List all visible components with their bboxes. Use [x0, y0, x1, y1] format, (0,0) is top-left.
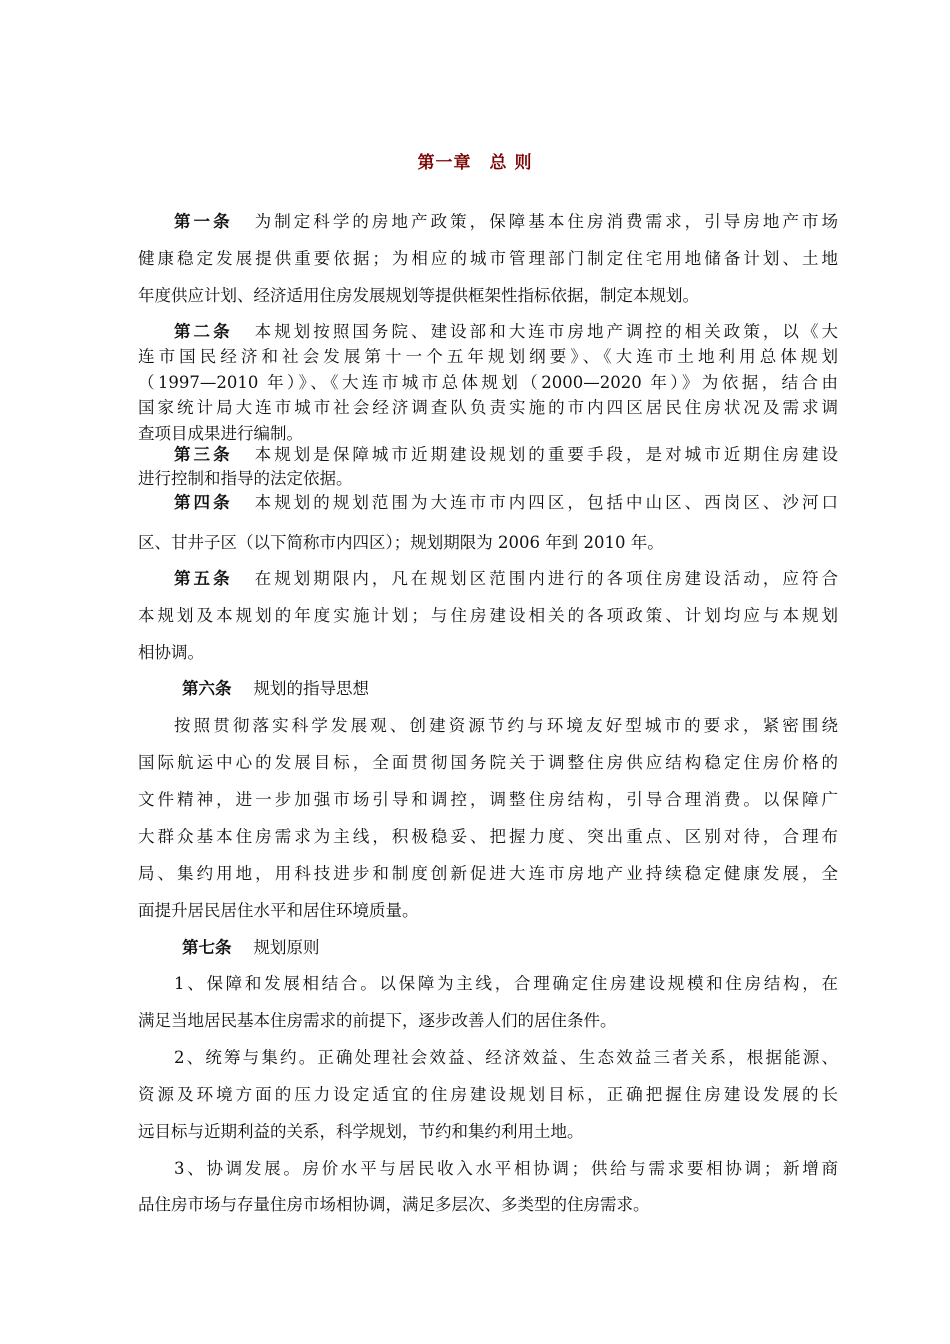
article-4-line-2: 区、甘井子区（以下简称市内四区）；规划期限为 2006 年到 2010 年。 [138, 533, 664, 552]
article-2-line-5: 查项目成果进行编制。 [138, 424, 303, 443]
article-7-item-3-line-1: 3、协调发展。房价水平与居民收入水平相协调；供给与需求要相协调；新增商 [174, 1159, 838, 1178]
article-7-item-1-line-1: 1、保障和发展相结合。以保障为主线，合理确定住房建设规模和住房结构，在 [174, 974, 838, 993]
article-7-title: 规划原则 [253, 938, 320, 957]
article-2-heading: 第二条 [174, 322, 233, 341]
article-6-line-6: 面提升居民居住水平和居住环境质量。 [138, 901, 419, 920]
article-6-line-4: 大群众基本住房需求为主线，积极稳妥、把握力度、突出重点、区别对待，合理布 [138, 827, 838, 846]
article-6-line-2: 国际航运中心的发展目标，全面贯彻国务院关于调整住房供应结构稳定住房价格的 [138, 753, 838, 772]
article-2-line-2: 连市国民经济和社会发展第十一个五年规划纲要》、《大连市土地利用总体规划 [138, 347, 838, 366]
article-7-item-3-line-2: 品住房市场与存量住房市场相协调，满足多层次、多类型的住房需求。 [138, 1195, 650, 1214]
article-4-line-1: 第四条 本规划的规划范围为大连市市内四区，包括中山区、西岗区、沙河口 [174, 493, 838, 512]
article-3-line-1: 第三条 本规划是保障城市近期建设规划的重要手段，是对城市近期住房建设 [174, 445, 838, 464]
article-5-line-1: 第五条 在规划期限内，凡在规划区范围内进行的各项住房建设活动，应符合 [174, 569, 838, 588]
chapter-title: 第一章 总 则 [417, 153, 533, 173]
article-3-line-2: 进行控制和指导的法定依据。 [138, 469, 353, 488]
article-6-heading: 第六条 [182, 679, 232, 698]
article-5-heading: 第五条 [174, 569, 233, 588]
article-6-line-5: 局、集约用地，用科技进步和制度创新促进大连市房地产业持续稳定健康发展，全 [138, 864, 838, 883]
article-7-title-line [174, 937, 838, 959]
article-5-line-3: 相协调。 [138, 643, 204, 662]
article-2-line-1: 第二条 本规划按照国务院、建设部和大连市房地产调控的相关政策，以《大 [174, 322, 838, 341]
article-7-item-2-line-3: 远目标与近期利益的关系，科学规划，节约和集约利用土地。 [138, 1122, 584, 1141]
article-6-title: 规划的指导思想 [253, 679, 369, 698]
article-5-line-2: 本规划及本规划的年度实施计划；与住房建设相关的各项政策、计划均应与本规划 [138, 606, 838, 625]
article-7-heading: 第七条 [182, 938, 232, 957]
article-2-line-4: 国家统计局大连市城市社会经济调查队负责实施的市内四区居民住房状况及需求调 [138, 398, 838, 417]
article-1-line-2: 健康稳定发展提供重要依据；为相应的城市管理部门制定住宅用地储备计划、土地 [138, 249, 838, 268]
article-1-line-3: 年度供应计划、经济适用住房发展规划等提供框架性指标依据，制定本规划。 [138, 286, 699, 305]
article-1-line-1: 第一条 为制定科学的房地产政策，保障基本住房消费需求，引导房地产市场 [174, 212, 838, 231]
article-3-heading: 第三条 [174, 445, 233, 464]
article-7-item-1-line-2: 满足当地居民基本住房需求的前提下，逐步改善人们的居住条件。 [138, 1011, 617, 1030]
article-7-item-2-line-1: 2、统筹与集约。正确处理社会效益、经济效益、生态效益三者关系，根据能源、 [174, 1048, 838, 1067]
article-1-heading: 第一条 [174, 212, 233, 231]
article-6-line-1: 按照贯彻落实科学发展观、创建资源节约与环境友好型城市的要求，紧密围绕 [174, 716, 838, 735]
article-6-line-3: 文件精神，进一步加强市场引导和调控，调整住房结构，引导合理消费。以保障广 [138, 790, 838, 809]
article-6-title-line [174, 678, 838, 700]
article-4-heading: 第四条 [174, 493, 233, 512]
article-2-line-3: （1997—2010 年）》、《大连市城市总体规划（2000—2020 年）》为依据，结合由 [138, 373, 838, 392]
article-7-item-2-line-2: 资源及环境方面的压力设定适宜的住房建设规划目标，正确把握住房建设发展的长 [138, 1085, 838, 1104]
